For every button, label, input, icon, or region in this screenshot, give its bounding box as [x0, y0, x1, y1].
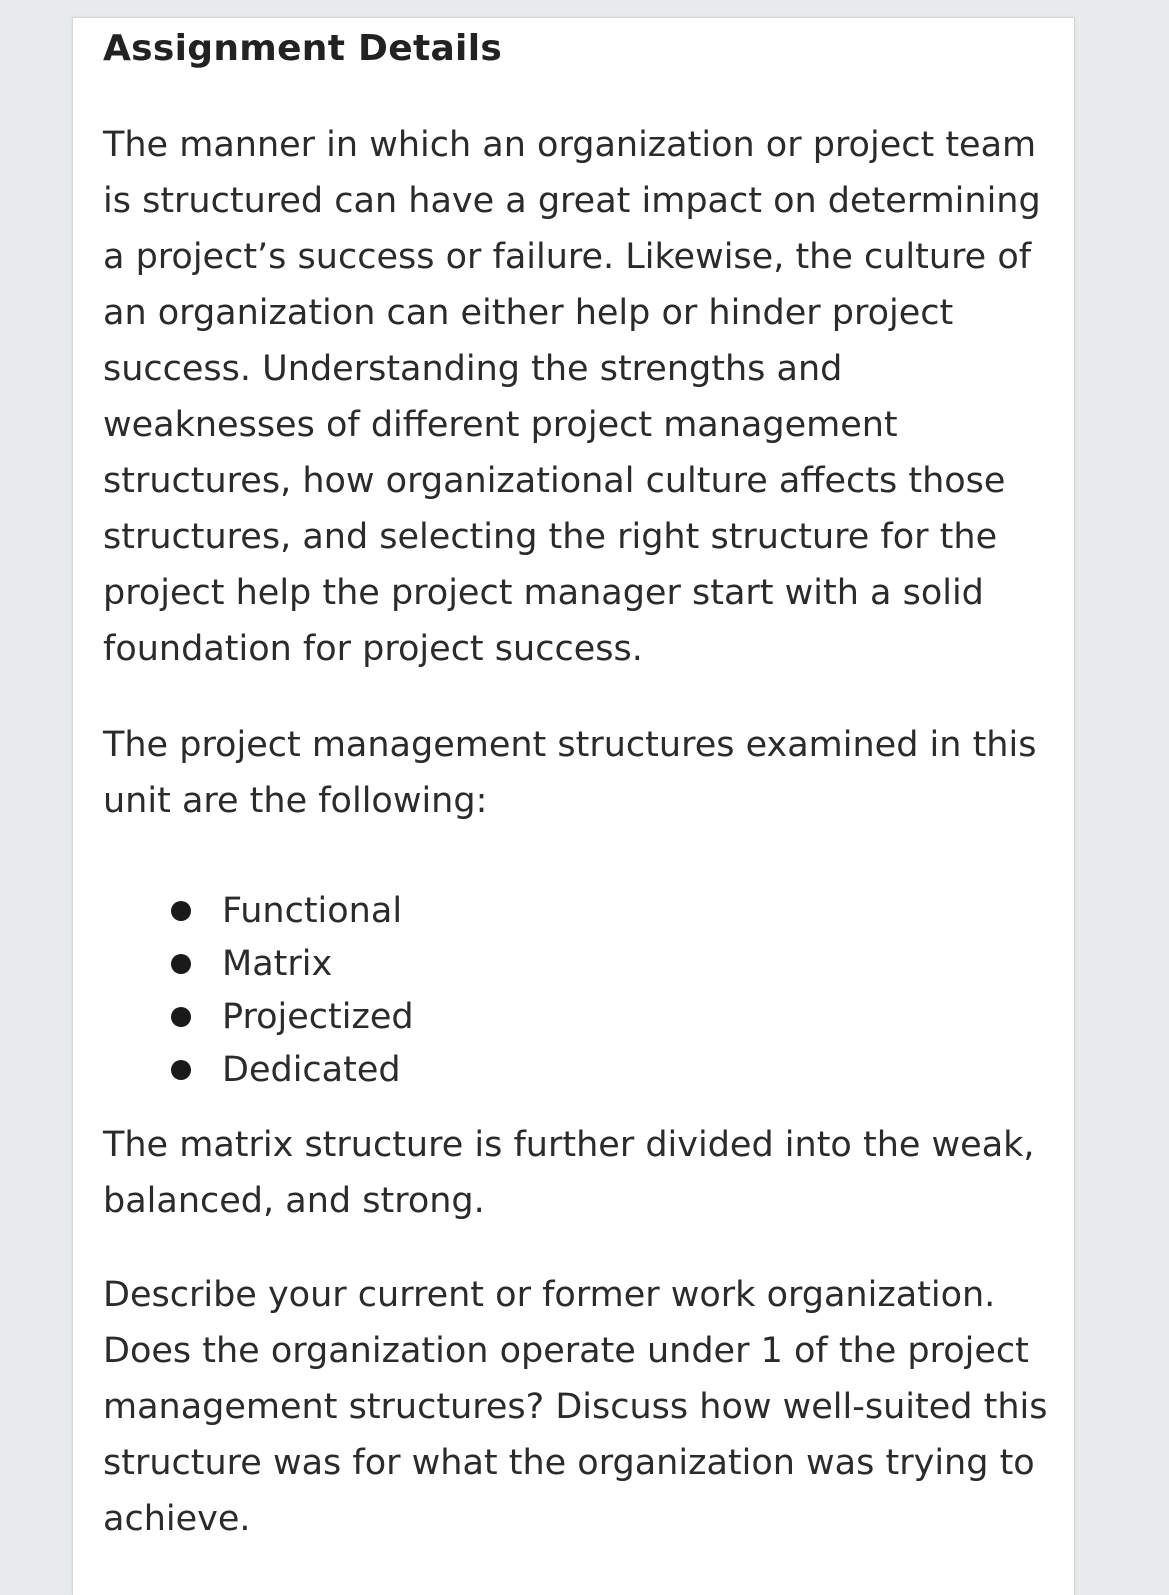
list-item: [103, 991, 414, 1044]
bullet-icon: [171, 1060, 191, 1080]
structures-list: [103, 885, 414, 1097]
list-item-label: Dedicated: [222, 1050, 401, 1090]
list-item-label: Projectized: [222, 997, 414, 1037]
bullet-icon: [171, 901, 191, 921]
assignment-heading: Assignment Details: [103, 28, 503, 69]
assignment-panel: [72, 17, 1075, 1595]
intro-paragraph: The manner in which an organization or project team is structured can have a great impact on determining a project’s success or failure. Likewise, the culture of an organization can either help or hinder project success. Understanding the strengths and weaknesses of different project management structures, how organizational culture affects those structures, and selecting the right structure for the project help the project manager start with a solid foundation for project success.: [103, 125, 1041, 669]
bullet-icon: [171, 954, 191, 974]
list-item-label: Matrix: [222, 944, 333, 984]
prompt-paragraph: Describe your current or former work organization. Does the organization operate under 1 of the project management structures? Discuss how well-suited this structure was for what the organization was trying to achieve.: [103, 1275, 1048, 1539]
list-item: [103, 938, 414, 991]
structures-intro-paragraph: The project management structures examined in this unit are the following:: [103, 725, 1037, 821]
list-item: [103, 885, 414, 938]
list-item: [103, 1044, 414, 1097]
matrix-note-paragraph: The matrix structure is further divided into the weak, balanced, and strong.: [103, 1125, 1035, 1221]
list-item-label: Functional: [222, 891, 403, 931]
bullet-icon: [171, 1007, 191, 1027]
